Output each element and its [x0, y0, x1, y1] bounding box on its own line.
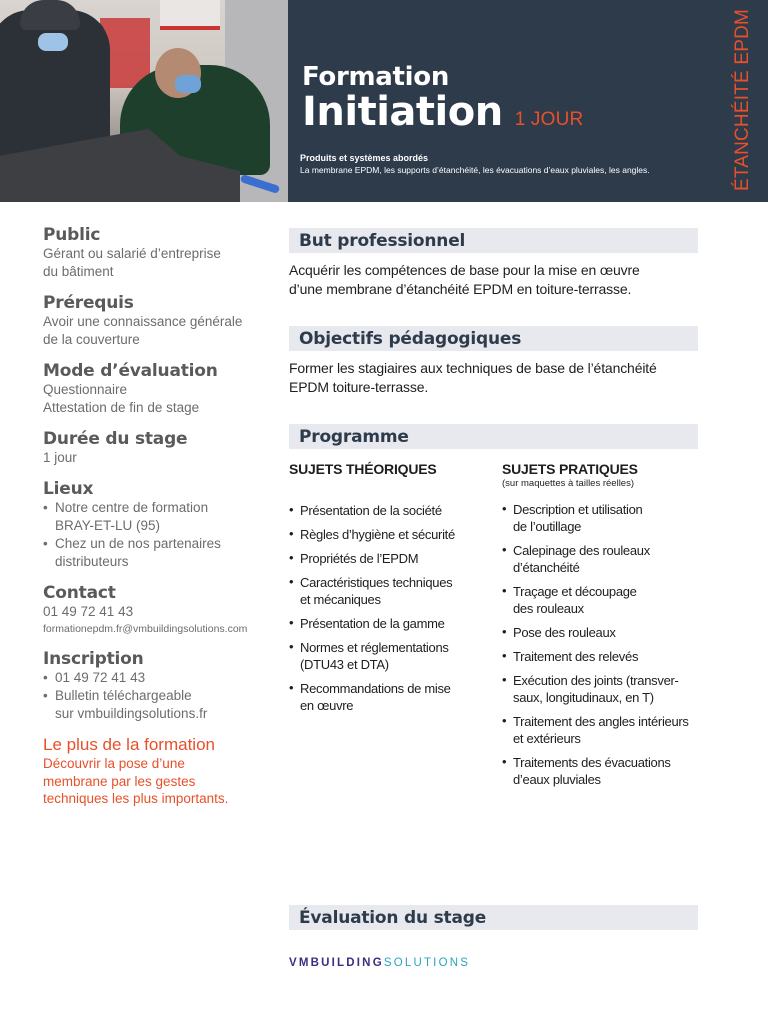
plus-line: Découvrir la pose d’une [43, 756, 185, 771]
contact-phone[interactable]: 01 49 72 41 43 [43, 604, 134, 619]
list-item-text: Chez un de nos partenaires [55, 536, 221, 551]
section-title: Objectifs pédagogiques [299, 328, 522, 349]
bullet-icon: • [502, 754, 507, 769]
info-inscription [43, 649, 278, 723]
list-item-text: saux, longitudinaux, en T) [513, 690, 654, 705]
list-item-text: des rouleaux [513, 601, 584, 616]
info-title: Prérequis [43, 293, 134, 313]
list-item-text: Traitement des angles intérieurs [513, 714, 689, 729]
list-item-text: Traçage et découpage [513, 584, 637, 599]
list-item-text: Calepinage des rouleaux [513, 543, 650, 558]
plus-line: membrane par les gestes [43, 773, 196, 789]
list-item [43, 669, 278, 687]
list-item [289, 502, 502, 519]
list-item-text: Bulletin téléchargeable [55, 688, 192, 703]
list-item-text: Normes et réglementations [300, 640, 449, 655]
bullet-icon: • [289, 526, 294, 541]
title-formation: Formation [302, 62, 450, 92]
programme-columns [289, 460, 698, 795]
info-title: Lieux [43, 479, 94, 499]
info-line: Questionnaire [43, 382, 128, 397]
list-item-text: Recommandations de mise [300, 681, 451, 696]
topic-list [502, 501, 698, 788]
list-item [43, 687, 278, 705]
section-title: Évaluation du stage [299, 907, 487, 928]
list-item [289, 680, 502, 714]
bullet-icon: • [502, 713, 507, 728]
text-line: Former les stagiaires aux techniques de base de l’étanchéité [289, 360, 657, 376]
main-content [289, 228, 698, 449]
info-title: Durée du stage [43, 429, 188, 449]
list-item [43, 535, 278, 553]
column-heading: SUJETS PRATIQUES [502, 461, 638, 477]
topic-list [289, 502, 502, 714]
title-block [302, 62, 583, 134]
list-item-text: de l’outillage [513, 519, 582, 534]
inscription-phone[interactable]: 01 49 72 41 43 [55, 670, 146, 685]
list-item [289, 615, 502, 632]
list-item [502, 624, 698, 641]
bullet-icon: • [289, 680, 294, 695]
info-line: de la couverture [43, 332, 140, 347]
training-photo [0, 0, 288, 202]
info-lieux [43, 479, 278, 571]
list-item-continuation: distributeurs [55, 554, 129, 569]
list-item-text: en œuvre [300, 698, 354, 713]
bullet-icon: • [289, 639, 294, 654]
plus-line: techniques les plus importants. [43, 791, 229, 806]
logo-solutions: SOLUTIONS [383, 957, 471, 969]
list-item [289, 550, 502, 567]
header-band [0, 0, 768, 202]
list-item-text: d’eaux pluviales [513, 772, 601, 787]
bullet-icon: • [289, 615, 294, 630]
list-item-text: Caractéristiques techniques [300, 575, 453, 590]
list-item [502, 713, 698, 747]
bullet-icon: • [502, 501, 507, 516]
section-bar-evaluation-stage [289, 905, 698, 930]
list-item [502, 648, 698, 665]
plus-title: Le plus de la formation [43, 735, 215, 754]
info-evaluation-mode [43, 361, 278, 417]
list-item-text: et mécaniques [300, 592, 381, 607]
products-block [300, 152, 710, 176]
info-title: Contact [43, 583, 116, 603]
list-item-text: Notre centre de formation [55, 500, 209, 515]
list-item-text: Traitement des relevés [513, 649, 639, 664]
list-item-text: Propriétés de l’EPDM [300, 551, 419, 566]
photo-cap [20, 0, 80, 30]
column-heading: SUJETS THÉORIQUES [289, 461, 437, 477]
list-item-continuation: BRAY-ET-LU (95) [55, 518, 161, 533]
section-bar-programme [289, 424, 698, 449]
list-item-text: et extérieurs [513, 731, 581, 746]
list-item [502, 754, 698, 788]
list-item-text: Description et utilisation [513, 502, 643, 517]
list-item-text: Traitements des évacuations [513, 755, 671, 770]
info-public [43, 225, 278, 281]
vertical-category-tag [728, 8, 758, 192]
text-line: Acquérir les compétences de base pour la mise en œuvre [289, 262, 640, 278]
bullet-icon: • [502, 648, 507, 663]
bullet-icon: • [43, 688, 48, 703]
list-item [43, 499, 278, 517]
column-subheading: (sur maquettes à tailles réelles) [502, 478, 634, 489]
info-title: Mode d’évaluation [43, 361, 218, 381]
section-bar-objectifs [289, 326, 698, 351]
contact-email-link[interactable]: formationepdm.fr@vmbuildingsolutions.com [43, 623, 248, 635]
bullet-icon: • [43, 536, 48, 551]
list-item-text: Exécution des joints (transver- [513, 673, 679, 688]
bullet-icon: • [289, 574, 294, 589]
practical-topics [502, 460, 698, 795]
info-line: Gérant ou salarié d’entreprise [43, 246, 221, 261]
info-prerequis [43, 293, 278, 349]
text-line: EPDM toiture-terrasse. [289, 379, 429, 395]
info-title: Inscription [43, 649, 144, 669]
products-text: La membrane EPDM, les supports d’étanchéité, les évacuations d’eaux pluviales, les angles. [300, 165, 650, 175]
list-item [289, 526, 502, 543]
photo-mask [175, 75, 201, 93]
logo-building: BUILDING [310, 957, 384, 969]
info-title: Public [43, 225, 101, 245]
bullet-icon: • [502, 583, 507, 598]
bullet-icon: • [43, 670, 48, 685]
duration-badge: 1 JOUR [514, 109, 584, 130]
list-item [502, 672, 698, 706]
title-row [302, 90, 583, 134]
section-text-but [289, 261, 698, 299]
list-item-text: Présentation de la gamme [300, 616, 445, 631]
section-text-objectifs [289, 359, 698, 397]
logo-vm: VM [289, 957, 311, 969]
bullet-icon: • [502, 624, 507, 639]
bullet-icon: • [43, 500, 48, 515]
inscription-website-link[interactable]: sur vmbuildingsolutions.fr [55, 706, 208, 721]
list-item-text: Pose des rouleaux [513, 625, 616, 640]
photo-mask [38, 33, 68, 51]
info-line: du bâtiment [43, 264, 114, 279]
info-line: Attestation de fin de stage [43, 400, 200, 415]
list-item [502, 501, 698, 535]
theoretical-topics [289, 460, 502, 795]
list-item-text: Règles d’hygiène et sécurité [300, 527, 455, 542]
section-bar-but [289, 228, 698, 253]
title-initiation: Initiation [302, 89, 503, 135]
info-sidebar [43, 225, 278, 808]
info-line: 1 jour [43, 450, 77, 465]
bullet-icon: • [289, 550, 294, 565]
list-item [502, 542, 698, 576]
products-title: Produits et systèmes abordés [300, 153, 429, 163]
text-line: d’une membrane d’étanchéité EPDM en toiture-terrasse. [289, 281, 632, 297]
bullet-icon: • [502, 542, 507, 557]
info-contact [43, 583, 278, 637]
list-item [502, 583, 698, 617]
list-item-text: Présentation de la société [300, 503, 442, 518]
info-line: Avoir une connaissance générale [43, 314, 243, 329]
section-title: But professionnel [299, 230, 466, 251]
photo-shelf [160, 0, 220, 30]
info-plus [43, 735, 278, 808]
list-item-text: d’étanchéité [513, 560, 580, 575]
list-item [289, 574, 502, 608]
section-title: Programme [299, 426, 409, 447]
list-item-text: (DTU43 et DTA) [300, 657, 389, 672]
bullet-icon: • [289, 502, 294, 517]
info-duree [43, 429, 278, 467]
bullet-icon: • [502, 672, 507, 687]
list-item [289, 639, 502, 673]
vertical-tag-text: ÉTANCHÉITÉ EPDM [732, 8, 754, 192]
company-logo [289, 957, 470, 969]
